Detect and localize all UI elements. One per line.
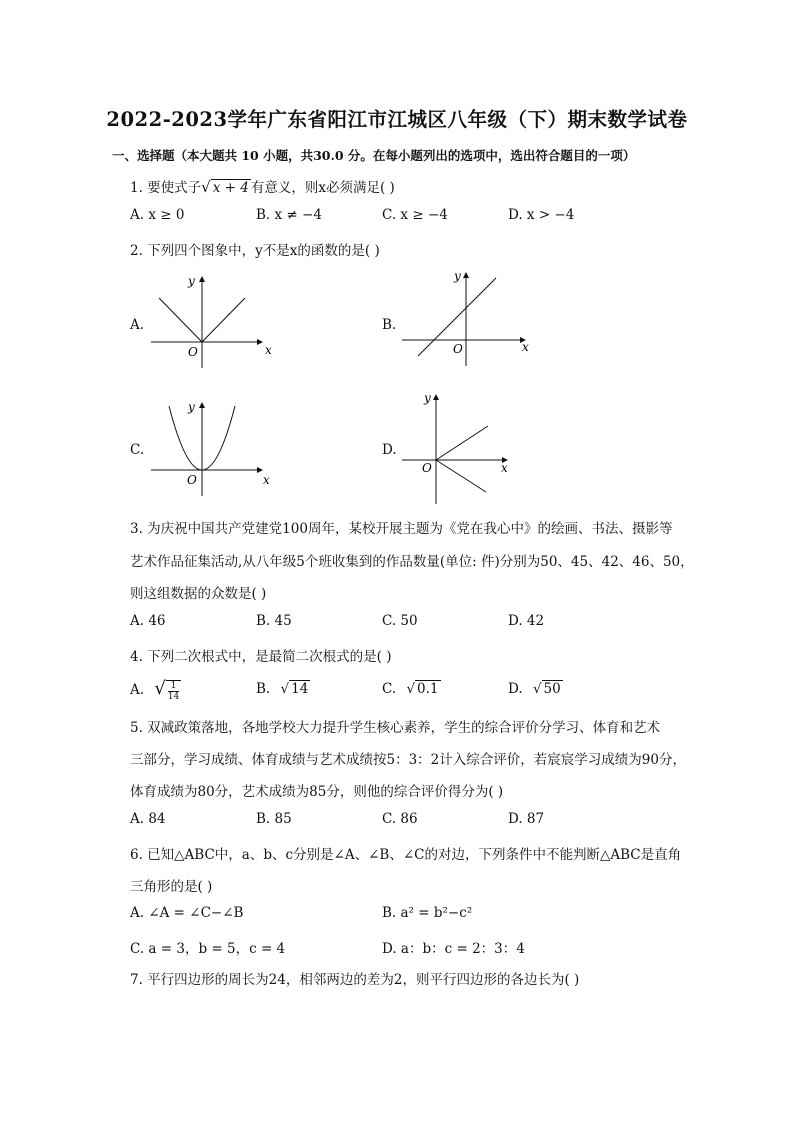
question-5-option-d: D. 87 — [508, 811, 545, 827]
fraction-denominator: 14 — [167, 691, 180, 702]
question-4-stem: 4. 下列二次根式中，是最简二次根式的是( ) — [130, 649, 392, 665]
question-5-option-c: C. 86 — [382, 811, 418, 827]
graph-a-origin-label: O — [188, 345, 198, 359]
question-6-option-b: B. a² = b²−c² — [382, 905, 473, 921]
question-4-option-c: C. √ 0.1 — [382, 681, 439, 697]
question-3-option-a: A. 46 — [130, 613, 166, 629]
question-2-stem: 2. 下列四个图象中，y不是x的函数的是( ) — [130, 243, 380, 259]
question-4-option-b-radicand: 14 — [291, 681, 309, 697]
question-1-radicand: x + 4 — [212, 180, 249, 196]
question-6-option-d: D. a：b：c = 2：3：4 — [382, 941, 525, 957]
question-2-graph-a — [145, 270, 280, 370]
page-title: 2022-2023学年广东省阳江市江城区八年级（下）期末数学试卷 — [106, 108, 688, 131]
graph-c-y-label: y — [188, 400, 195, 414]
question-2-graph-b — [398, 266, 538, 366]
graph-d-x-label: x — [501, 461, 508, 475]
graph-b-x-label: x — [522, 340, 529, 354]
question-6-option-c: C. a = 3，b = 5，c = 4 — [130, 941, 286, 957]
graph-a-x-label: x — [265, 343, 272, 357]
question-4-option-d-label: D. — [508, 681, 523, 697]
graph-b-y-label: y — [454, 269, 461, 283]
section-heading: 一、选择题（本大题共 10 小题，共30.0 分。在每小题列出的选项中，选出符合题目的一项） — [112, 148, 636, 163]
question-4-fraction — [166, 680, 181, 702]
question-1-option-a: A. x ≥ 0 — [130, 207, 185, 223]
graph-d-y-label: y — [424, 391, 431, 405]
graph-d-origin-label: O — [422, 461, 432, 475]
graph-a-y-label: y — [188, 274, 195, 288]
question-2-label-b: B. — [382, 317, 397, 333]
question-6-option-a: A. ∠A = ∠C−∠B — [130, 905, 244, 921]
question-3-line-1: 3. 为庆祝中国共产党建党100周年，某校开展主题为《党在我心中》的绘画、书法、摄影等 — [130, 521, 673, 537]
question-2-graph-c — [145, 396, 280, 498]
question-6-line-2: 三角形的是( ) — [130, 879, 213, 895]
question-3-option-b: B. 45 — [256, 613, 292, 629]
question-3-option-c: C. 50 — [382, 613, 418, 629]
graph-b-origin-label: O — [453, 342, 463, 356]
question-5-line-2: 三部分，学习成绩、体育成绩与艺术成绩按5：3：2计入综合评价，若宸宸学习成绩为90分， — [130, 752, 686, 768]
question-7-stem: 7. 平行四边形的周长为24，相邻两边的差为2，则平行四边形的各边长为( ) — [130, 972, 580, 988]
question-1-stem: 1. 要使式子√ x + 4 有意义，则x必须满足( ) — [130, 178, 395, 196]
question-4-option-d-radicand: 50 — [543, 681, 561, 697]
question-6-line-1: 6. 已知△ABC中，a、b、c分别是∠A、∠B、∠C的对边，下列条件中不能判断△ABC是直角 — [130, 847, 682, 863]
question-5-option-a: A. 84 — [130, 811, 166, 827]
question-4-option-b: B. √ 14 — [256, 681, 309, 697]
fraction-numerator: 1 — [170, 680, 177, 691]
question-1-stem-a: 1. 要使式子 — [130, 180, 202, 196]
question-1-stem-b: 有意义，则x必须满足( ) — [250, 180, 395, 196]
question-3-line-2: 艺术作品征集活动,从八年级5个班收集到的作品数量(单位: 件)分别为50、45、42、46、50， — [130, 554, 694, 570]
question-2-label-d: D. — [382, 442, 397, 458]
question-1-option-b: B. x ≠ −4 — [256, 207, 322, 223]
question-4-option-b-label: B. — [256, 681, 271, 697]
question-4-option-c-label: C. — [382, 681, 397, 697]
question-2-label-c: C. — [130, 442, 145, 458]
question-1-option-d: D. x > −4 — [508, 207, 575, 223]
question-2-graph-d — [398, 388, 518, 508]
question-5-line-1: 5. 双减政策落地，各地学校大力提升学生核心素养，学生的综合评价分学习、体育和艺术 — [130, 720, 661, 736]
question-4-option-a: A. √ $\frac{1}{14}$ — [130, 678, 180, 702]
question-5-option-b: B. 85 — [256, 811, 292, 827]
question-3-option-d: D. 42 — [508, 613, 545, 629]
question-3-line-3: 则这组数据的众数是( ) — [130, 586, 267, 602]
question-4-option-c-radicand: 0.1 — [417, 681, 439, 697]
graph-c-origin-label: O — [187, 473, 197, 487]
question-4-option-d: D. √ 50 — [508, 681, 561, 697]
question-1-option-c: C. x ≥ −4 — [382, 207, 448, 223]
graph-c-x-label: x — [263, 473, 270, 487]
question-2-label-a: A. — [130, 317, 145, 333]
question-4-option-a-label: A. — [130, 682, 145, 698]
question-5-line-3: 体育成绩为80分，艺术成绩为85分，则他的综合评价得分为( ) — [130, 784, 504, 800]
